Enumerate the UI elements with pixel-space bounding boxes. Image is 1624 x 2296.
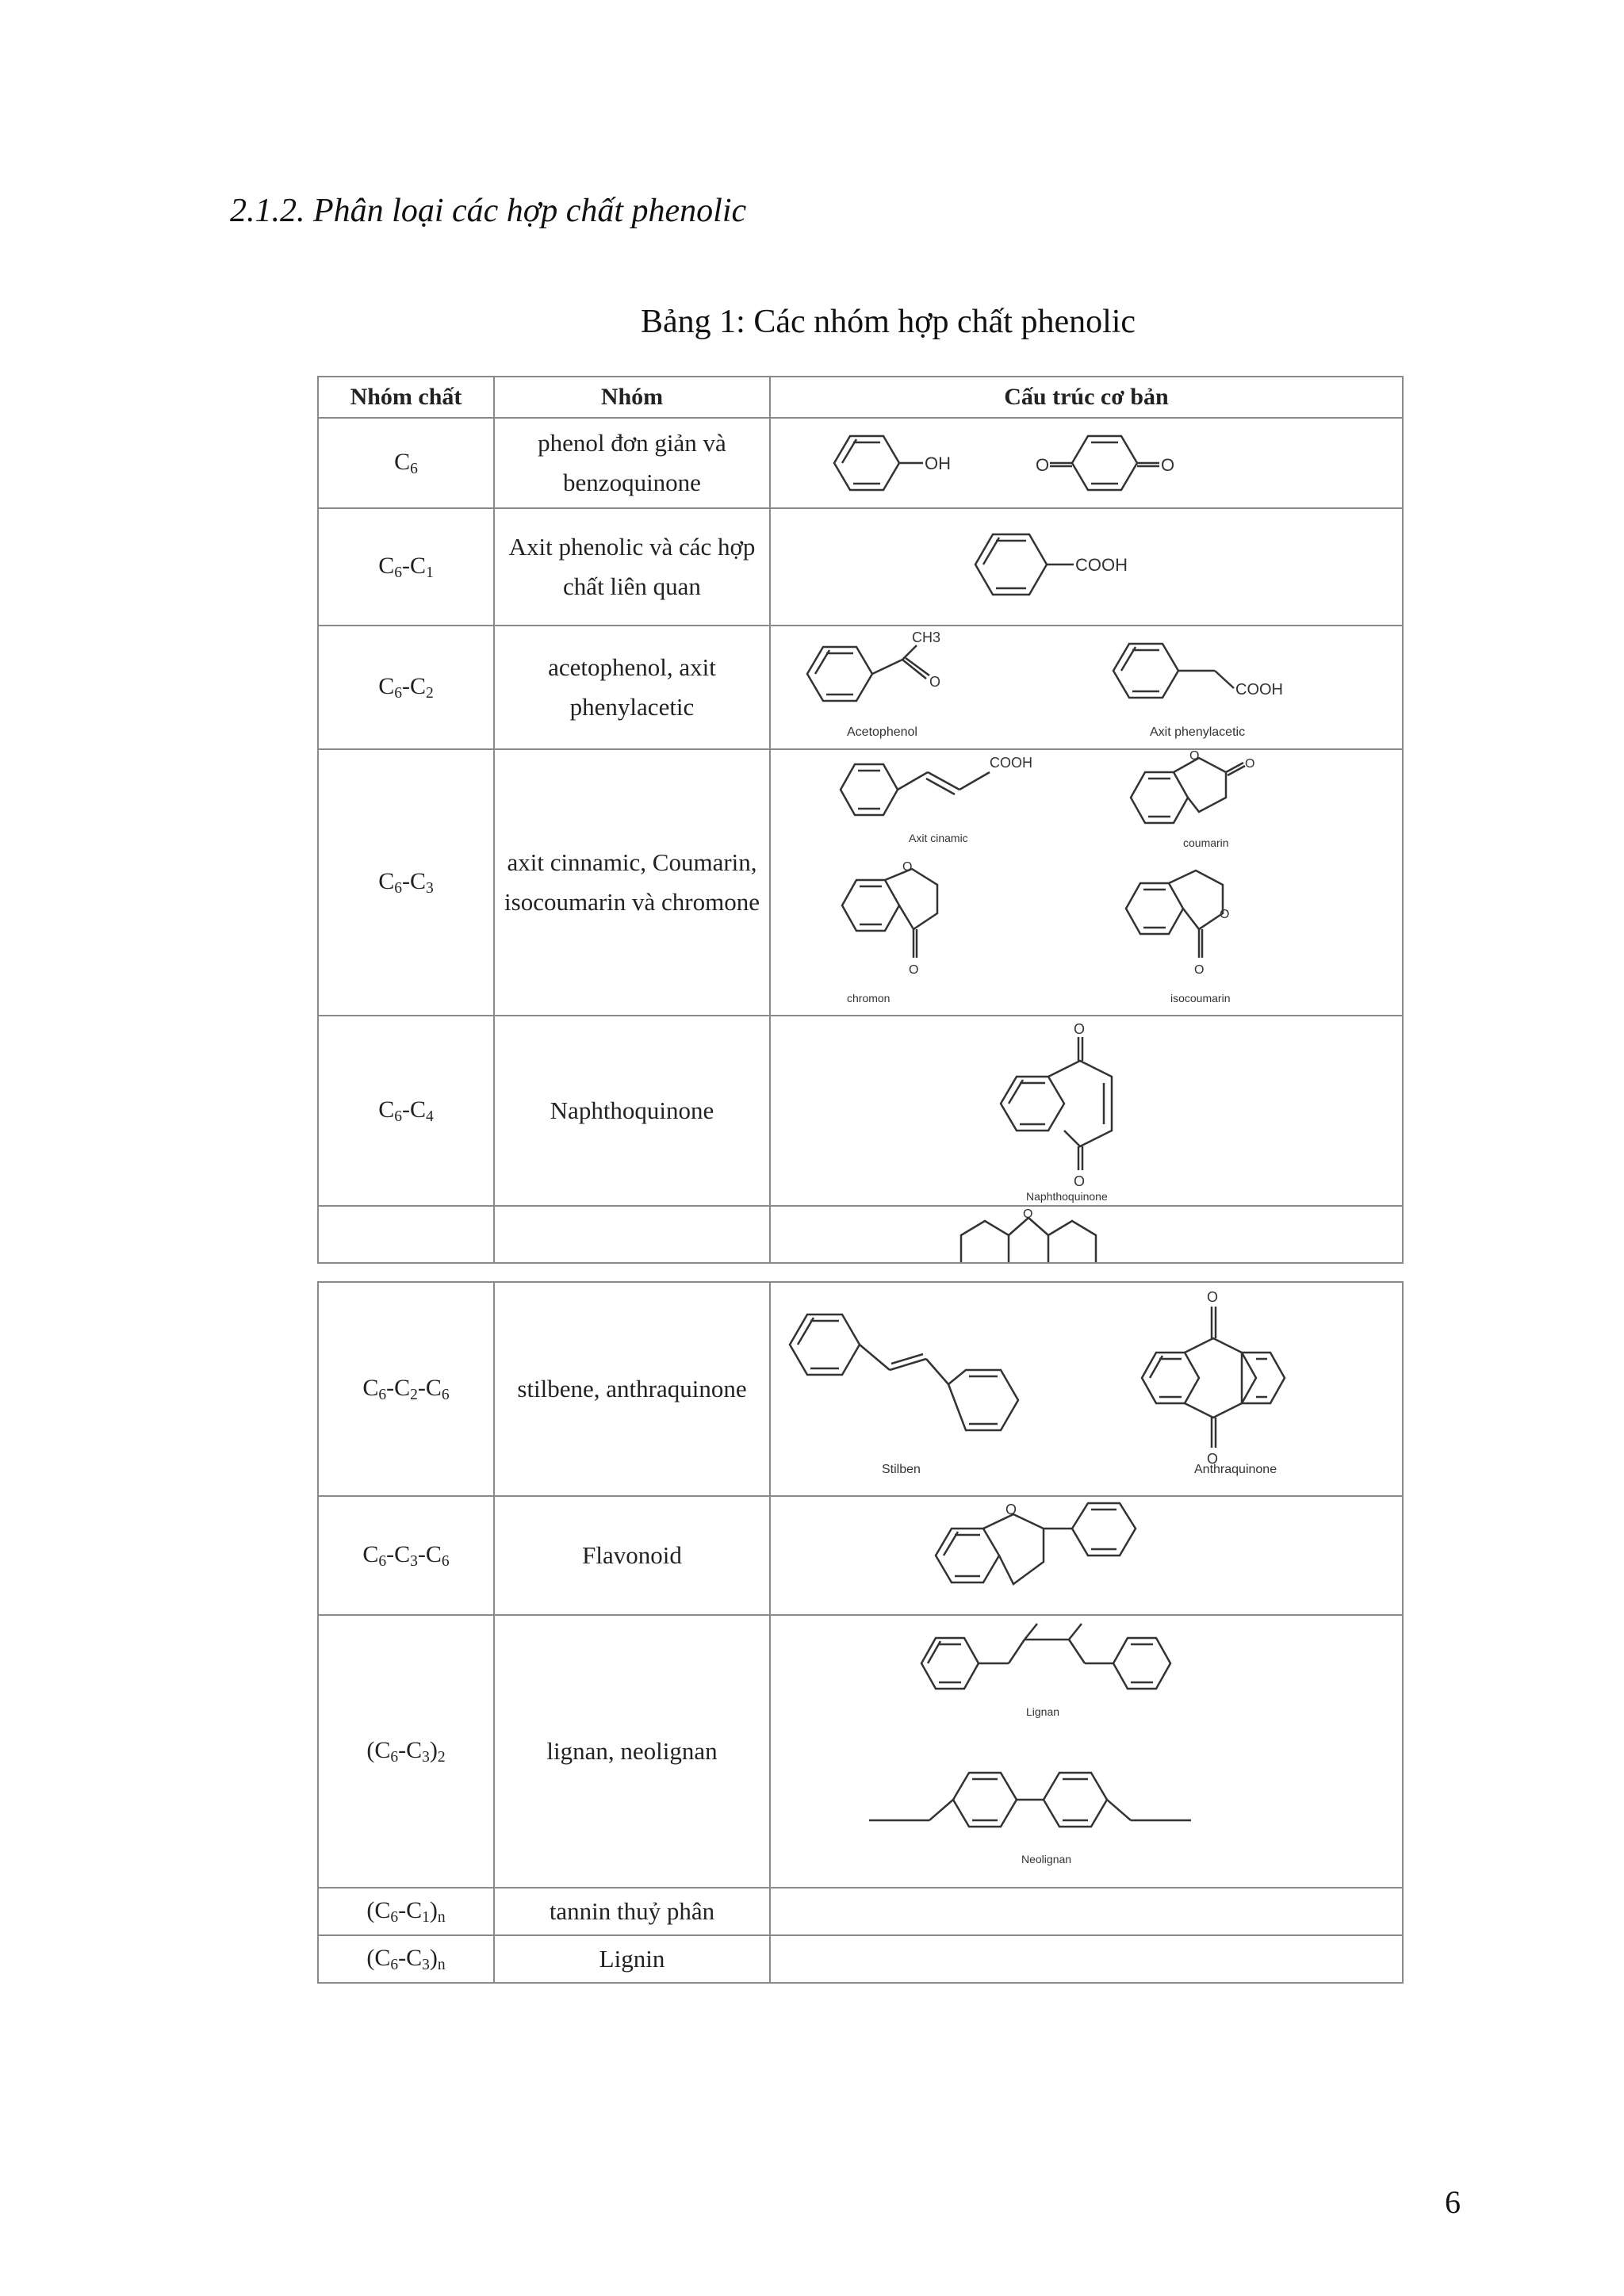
partial-structure bbox=[771, 1207, 1402, 1262]
naphthoquinone-structure bbox=[771, 1016, 1402, 1205]
class-cell: $(C_6-C_3)_n$ bbox=[318, 1935, 494, 1983]
svg-text:O: O bbox=[1023, 1207, 1033, 1221]
table-row bbox=[318, 1888, 1403, 1935]
structure-cell bbox=[770, 1615, 1403, 1888]
svg-text:O: O bbox=[1189, 750, 1200, 763]
svg-text:O: O bbox=[929, 674, 941, 690]
table-row bbox=[318, 1016, 1403, 1206]
svg-text:COOH: COOH bbox=[1075, 555, 1128, 575]
class-cell: $C_6-C_3$ bbox=[318, 749, 494, 1016]
group-cell: tannin thuỷ phân bbox=[494, 1888, 770, 1935]
table-row bbox=[318, 1935, 1403, 1983]
svg-text:Stilben: Stilben bbox=[882, 1463, 921, 1476]
svg-text:O: O bbox=[1207, 1289, 1219, 1305]
svg-text:O: O bbox=[1207, 1451, 1219, 1467]
svg-text:OH: OH bbox=[925, 453, 951, 473]
structure-cell bbox=[770, 1496, 1403, 1615]
svg-text:O: O bbox=[1245, 757, 1255, 771]
table-row bbox=[318, 626, 1403, 749]
phenol-benzoquinone-structure bbox=[771, 419, 1402, 507]
structure-cell bbox=[770, 1016, 1403, 1206]
svg-text:Anthraquinone: Anthraquinone bbox=[1194, 1463, 1277, 1476]
svg-text:Lignan: Lignan bbox=[1026, 1705, 1060, 1718]
table-row bbox=[318, 418, 1403, 508]
structure-cell bbox=[770, 1935, 1403, 1983]
group-cell: acetophenol, axit phenylacetic bbox=[494, 626, 770, 749]
table-row-partial bbox=[318, 1206, 1403, 1263]
svg-text:Axit phenylacetic: Axit phenylacetic bbox=[1150, 725, 1246, 739]
group-cell: phenol đơn giản và benzoquinone bbox=[494, 418, 770, 508]
structure-cell bbox=[770, 1888, 1403, 1935]
header-structure: Cấu trúc cơ bản bbox=[770, 377, 1403, 418]
header-group: Nhóm bbox=[494, 377, 770, 418]
class-cell: $(C_6-C_3)_2$ bbox=[318, 1615, 494, 1888]
svg-text:chromon: chromon bbox=[847, 992, 891, 1004]
phenolic-table-part-1 bbox=[317, 376, 1402, 1264]
table-row bbox=[318, 1282, 1403, 1496]
group-cell: Flavonoid bbox=[494, 1496, 770, 1615]
class-cell: $C_6-C_2-C_6$ bbox=[318, 1282, 494, 1496]
group-cell: Axit phenolic và các hợp chất liên quan bbox=[494, 508, 770, 626]
structure-cell bbox=[770, 749, 1403, 1016]
header-class: Nhóm chất bbox=[318, 377, 494, 418]
c6-c3-structures bbox=[771, 750, 1402, 1015]
group-cell: axit cinnamic, Coumarin, isocoumarin và chromone bbox=[494, 749, 770, 1016]
table-row bbox=[318, 508, 1403, 626]
structure-cell bbox=[770, 418, 1403, 508]
svg-text:Acetophenol: Acetophenol bbox=[847, 725, 917, 739]
svg-text:O: O bbox=[1074, 1173, 1086, 1189]
structure-cell bbox=[770, 508, 1403, 626]
class-cell: $C_6-C_2$ bbox=[318, 626, 494, 749]
stilbene-anthraquinone-structure bbox=[771, 1283, 1402, 1495]
svg-text:O: O bbox=[902, 860, 913, 874]
structure-cell bbox=[770, 626, 1403, 749]
table-caption: Bảng 1: Các nhóm hợp chất phenolic bbox=[641, 304, 1136, 340]
class-cell: $C_6-C_3-C_6$ bbox=[318, 1496, 494, 1615]
table-row bbox=[318, 749, 1403, 1016]
svg-text:Naphthoquinone: Naphthoquinone bbox=[1026, 1190, 1108, 1203]
section-heading: 2.1.2. Phân loại các hợp chất phenolic bbox=[230, 193, 747, 229]
class-cell: $C_6$ bbox=[318, 418, 494, 508]
phenolic-table-part-2 bbox=[317, 1281, 1402, 1984]
svg-text:coumarin: coumarin bbox=[1183, 836, 1229, 849]
svg-text:COOH: COOH bbox=[990, 755, 1032, 771]
svg-text:O: O bbox=[909, 963, 919, 977]
class-cell: $C_6-C_4$ bbox=[318, 1016, 494, 1206]
structure-cell bbox=[770, 1282, 1403, 1496]
group-cell: stilbene, anthraquinone bbox=[494, 1282, 770, 1496]
group-cell: lignan, neolignan bbox=[494, 1615, 770, 1888]
group-cell: Naphthoquinone bbox=[494, 1016, 770, 1206]
class-cell: $(C_6-C_1)_n$ bbox=[318, 1888, 494, 1935]
lignan-neolignan-structure bbox=[771, 1616, 1402, 1887]
svg-text:COOH: COOH bbox=[1235, 681, 1283, 698]
svg-text:CH3: CH3 bbox=[912, 629, 941, 645]
svg-text:O: O bbox=[1005, 1502, 1017, 1517]
flavonoid-structure bbox=[771, 1497, 1402, 1614]
benzoic-acid-structure bbox=[771, 509, 1402, 625]
svg-text:O: O bbox=[1161, 455, 1175, 475]
class-cell: $C_6-C_1$ bbox=[318, 508, 494, 626]
acetophenol-phenylacetic-structure bbox=[771, 626, 1402, 748]
svg-text:isocoumarin: isocoumarin bbox=[1170, 992, 1231, 1004]
table-row bbox=[318, 1496, 1403, 1615]
table-header-row bbox=[318, 377, 1403, 418]
page-number: 6 bbox=[1445, 2184, 1461, 2220]
svg-text:O: O bbox=[1074, 1021, 1086, 1037]
svg-text:O: O bbox=[1036, 455, 1050, 475]
svg-text:O: O bbox=[1194, 963, 1205, 977]
table-row bbox=[318, 1615, 1403, 1888]
svg-text:Neolignan: Neolignan bbox=[1021, 1853, 1072, 1866]
svg-text:O: O bbox=[1220, 908, 1230, 921]
svg-text:Axit cinamic: Axit cinamic bbox=[909, 832, 968, 844]
group-cell: Lignin bbox=[494, 1935, 770, 1983]
